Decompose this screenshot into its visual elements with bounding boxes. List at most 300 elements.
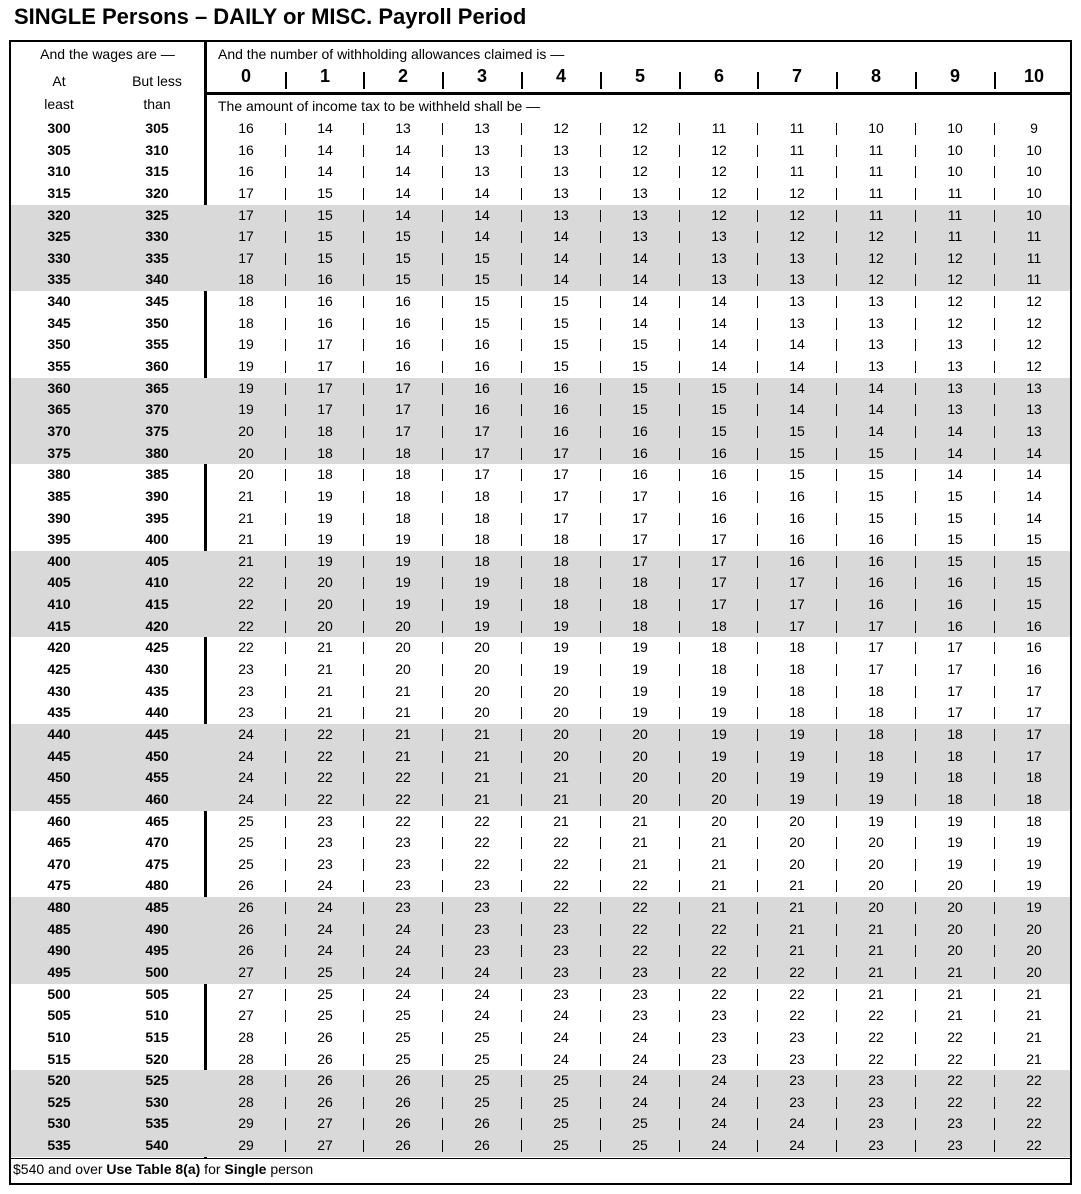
column-separator (600, 426, 601, 438)
column-separator (363, 945, 364, 957)
tax-cell: 19 (1026, 855, 1042, 872)
column-separator (994, 686, 995, 698)
column-separator (915, 664, 916, 676)
allowance-header-separator (679, 72, 681, 89)
column-separator (521, 880, 522, 892)
column-separator (915, 794, 916, 806)
column-separator (994, 188, 995, 200)
column-separator (521, 1140, 522, 1152)
tax-cell: 14 (711, 293, 727, 310)
column-separator (757, 642, 758, 654)
column-separator (994, 274, 995, 286)
tax-cell: 19 (238, 358, 254, 375)
tax-cell: 24 (474, 963, 490, 980)
allowance-header-8: 8 (870, 66, 881, 86)
column-separator (836, 1054, 837, 1066)
tax-cell: 15 (553, 358, 569, 375)
tax-cell: 13 (553, 141, 569, 158)
column-separator (442, 686, 443, 698)
column-separator (521, 448, 522, 460)
tax-cell: 25 (474, 1093, 490, 1110)
tax-cell: 20 (947, 920, 963, 937)
column-separator (600, 989, 601, 1001)
column-separator (994, 967, 995, 979)
tax-cell: 18 (789, 639, 805, 656)
tax-cell: 10 (947, 120, 963, 136)
tax-cell: 19 (632, 639, 648, 656)
column-separator (285, 1118, 286, 1130)
tax-cell: 16 (789, 552, 805, 569)
tax-cell: 17 (789, 574, 805, 591)
tax-cell: 22 (395, 790, 411, 807)
tax-cell: 16 (317, 293, 333, 310)
but-less-cell: 355 (145, 336, 169, 353)
column-separator (679, 426, 680, 438)
tax-cell: 19 (474, 574, 490, 591)
column-separator (994, 816, 995, 828)
column-separator (679, 404, 680, 416)
tax-cell: 15 (711, 401, 727, 418)
column-separator (915, 945, 916, 957)
tax-cell: 19 (789, 769, 805, 786)
tax-cell: 14 (474, 206, 490, 223)
column-separator (757, 556, 758, 568)
column-separator (836, 556, 837, 568)
table-row (11, 313, 1070, 335)
column-separator (363, 1097, 364, 1109)
column-separator (363, 123, 364, 135)
tax-cell: 20 (553, 704, 569, 721)
but-less-cell: 330 (145, 228, 169, 245)
tax-cell: 15 (868, 487, 884, 504)
column-separator (994, 989, 995, 1001)
column-separator (285, 210, 286, 222)
column-separator (836, 513, 837, 525)
tax-cell: 25 (474, 1050, 490, 1067)
tax-cell: 13 (474, 141, 490, 158)
column-separator (915, 513, 916, 525)
column-separator (285, 642, 286, 654)
column-separator (994, 210, 995, 222)
tax-cell: 14 (868, 401, 884, 418)
column-separator (757, 1075, 758, 1087)
tax-cell: 26 (238, 899, 254, 916)
column-separator (442, 772, 443, 784)
at-least-cell: 410 (47, 596, 71, 613)
column-separator (521, 945, 522, 957)
tax-cell: 16 (1026, 661, 1042, 678)
tax-cell: 23 (238, 704, 254, 721)
column-separator (285, 1010, 286, 1022)
table-row (11, 486, 1070, 508)
column-separator (915, 469, 916, 481)
tax-cell: 20 (238, 444, 254, 461)
at-least-cell: 360 (47, 379, 71, 396)
at-least-cell: 515 (47, 1050, 71, 1067)
column-separator (679, 729, 680, 741)
tax-cell: 10 (947, 163, 963, 180)
but-less-cell: 515 (145, 1028, 169, 1045)
tax-cell: 23 (789, 1093, 805, 1110)
column-separator (994, 166, 995, 178)
tax-cell: 15 (947, 552, 963, 569)
tax-cell: 21 (474, 769, 490, 786)
tax-cell: 19 (789, 790, 805, 807)
tax-cell: 23 (632, 985, 648, 1002)
column-separator (600, 967, 601, 979)
column-separator (521, 383, 522, 395)
tax-cell: 21 (947, 963, 963, 980)
tax-cell: 16 (395, 336, 411, 353)
column-separator (679, 145, 680, 157)
tax-cell: 21 (317, 704, 333, 721)
column-separator (442, 664, 443, 676)
tax-cell: 11 (947, 228, 963, 245)
column-separator (600, 1097, 601, 1109)
column-separator (679, 383, 680, 395)
tax-cell: 12 (632, 141, 648, 158)
tax-cell: 20 (947, 899, 963, 916)
tax-cell: 13 (789, 249, 805, 266)
tax-cell: 17 (868, 639, 884, 656)
column-separator (679, 816, 680, 828)
column-separator (915, 448, 916, 460)
tax-cell: 21 (317, 682, 333, 699)
tax-cell: 21 (711, 855, 727, 872)
tax-cell: 19 (238, 401, 254, 418)
tax-cell: 11 (789, 141, 805, 158)
column-separator (915, 426, 916, 438)
tax-cell: 22 (553, 855, 569, 872)
tax-cell: 13 (789, 271, 805, 288)
column-separator (679, 794, 680, 806)
column-separator (363, 448, 364, 460)
column-separator (285, 880, 286, 892)
tax-cell: 21 (238, 487, 254, 504)
column-separator (363, 837, 364, 849)
column-separator (442, 837, 443, 849)
column-separator (521, 469, 522, 481)
column-separator (285, 1097, 286, 1109)
column-separator (994, 945, 995, 957)
column-separator (757, 729, 758, 741)
tax-cell: 17 (395, 401, 411, 418)
tax-cell: 22 (238, 596, 254, 613)
column-separator (442, 123, 443, 135)
column-separator (679, 210, 680, 222)
tax-cell: 14 (317, 120, 333, 136)
tax-cell: 22 (238, 639, 254, 656)
footer-emphasis-table: Use Table 8(a) (106, 1161, 201, 1177)
tax-cell: 21 (553, 769, 569, 786)
tax-cell: 19 (947, 834, 963, 851)
column-separator (836, 577, 837, 589)
tax-cell: 17 (711, 552, 727, 569)
column-separator (836, 339, 837, 351)
column-separator (521, 664, 522, 676)
tax-cell: 24 (395, 963, 411, 980)
table-row (11, 443, 1070, 465)
column-separator (363, 318, 364, 330)
tax-cell: 10 (1026, 184, 1042, 201)
tax-cell: 20 (238, 422, 254, 439)
but-less-cell: 475 (145, 855, 169, 872)
tax-cell: 25 (553, 1137, 569, 1154)
at-least-cell: 460 (47, 812, 71, 829)
tax-cell: 24 (553, 1028, 569, 1045)
at-least-cell: 310 (47, 163, 71, 180)
tax-cell: 22 (395, 812, 411, 829)
but-less-cell: 450 (145, 747, 169, 764)
tax-cell: 22 (317, 769, 333, 786)
column-separator (600, 772, 601, 784)
tax-cell: 14 (474, 228, 490, 245)
tax-cell: 23 (789, 1050, 805, 1067)
column-separator (915, 123, 916, 135)
table-row (11, 161, 1070, 183)
column-separator (994, 1075, 995, 1087)
tax-cell: 15 (1026, 552, 1042, 569)
tax-cell: 15 (632, 358, 648, 375)
table-row (11, 1092, 1070, 1114)
column-separator (679, 469, 680, 481)
tax-cell: 12 (947, 271, 963, 288)
column-separator (442, 859, 443, 871)
tax-cell: 21 (395, 747, 411, 764)
tax-cell: 23 (395, 899, 411, 916)
tax-cell: 16 (395, 314, 411, 331)
allowance-header-separator (600, 72, 602, 89)
at-least-cell: 335 (47, 271, 71, 288)
tax-cell: 18 (474, 531, 490, 548)
tax-cell: 20 (1026, 963, 1042, 980)
column-separator (521, 361, 522, 373)
column-separator (836, 794, 837, 806)
column-separator (363, 880, 364, 892)
column-separator (757, 1010, 758, 1022)
tax-cell: 14 (789, 358, 805, 375)
column-separator (836, 296, 837, 308)
tax-cell: 25 (395, 1050, 411, 1067)
tax-cell: 21 (711, 899, 727, 916)
column-separator (600, 1054, 601, 1066)
column-separator (600, 729, 601, 741)
column-separator (442, 751, 443, 763)
allowance-header-separator (836, 72, 838, 89)
tax-cell: 24 (238, 747, 254, 764)
column-separator (363, 751, 364, 763)
tax-cell: 20 (395, 639, 411, 656)
tax-cell: 18 (395, 487, 411, 504)
tax-cell: 18 (395, 466, 411, 483)
tax-cell: 23 (317, 812, 333, 829)
tax-cell: 23 (868, 1115, 884, 1132)
column-separator (442, 145, 443, 157)
tax-cell: 12 (868, 228, 884, 245)
but-less-cell: 385 (145, 466, 169, 483)
tax-cell: 12 (947, 314, 963, 331)
column-separator (521, 1097, 522, 1109)
at-least-cell: 385 (47, 487, 71, 504)
tax-cell: 26 (238, 877, 254, 894)
tax-cell: 19 (317, 487, 333, 504)
column-separator (521, 166, 522, 178)
column-separator (915, 837, 916, 849)
tax-cell: 17 (474, 444, 490, 461)
allowance-header-3: 3 (476, 66, 487, 86)
column-separator (757, 924, 758, 936)
column-separator (994, 880, 995, 892)
tax-cell: 22 (474, 855, 490, 872)
column-separator (994, 1054, 995, 1066)
table-row (11, 702, 1070, 724)
column-separator (679, 902, 680, 914)
tax-cell: 17 (789, 617, 805, 634)
tax-cell: 27 (317, 1115, 333, 1132)
column-separator (442, 816, 443, 828)
column-separator (521, 210, 522, 222)
table-row (11, 572, 1070, 594)
column-separator (836, 751, 837, 763)
column-separator (285, 794, 286, 806)
column-separator (285, 318, 286, 330)
amount-caption: The amount of income tax to be withheld shall be — (218, 98, 541, 114)
column-separator (363, 253, 364, 265)
column-separator (521, 404, 522, 416)
tax-cell: 24 (474, 1007, 490, 1024)
column-separator (757, 751, 758, 763)
tax-cell: 20 (395, 617, 411, 634)
at-least-cell: 500 (47, 985, 71, 1002)
column-separator (757, 599, 758, 611)
column-separator (757, 188, 758, 200)
at-least-cell: 455 (47, 790, 71, 807)
tax-cell: 21 (947, 1007, 963, 1024)
column-separator (285, 945, 286, 957)
column-separator (600, 253, 601, 265)
column-separator (600, 188, 601, 200)
at-least-cell: 395 (47, 531, 71, 548)
column-separator (363, 534, 364, 546)
tax-cell: 15 (553, 336, 569, 353)
tax-cell: 22 (711, 963, 727, 980)
but-less-cell: 445 (145, 725, 169, 742)
tax-cell: 11 (868, 163, 884, 180)
at-least-cell: 330 (47, 249, 71, 266)
allowance-header-9: 9 (949, 66, 960, 86)
tax-cell: 20 (868, 877, 884, 894)
column-separator (836, 383, 837, 395)
column-separator (521, 513, 522, 525)
tax-cell: 20 (711, 769, 727, 786)
at-least-cell: 390 (47, 509, 71, 526)
tax-cell: 17 (868, 617, 884, 634)
tax-cell: 16 (789, 487, 805, 504)
column-separator (679, 231, 680, 243)
column-separator (285, 404, 286, 416)
column-separator (757, 339, 758, 351)
tax-cell: 16 (238, 163, 254, 180)
tax-cell: 12 (632, 163, 648, 180)
tax-cell: 11 (868, 184, 884, 201)
tax-cell: 16 (789, 531, 805, 548)
tax-cell: 11 (789, 163, 805, 180)
tax-cell: 23 (868, 1137, 884, 1154)
column-separator (442, 361, 443, 373)
tax-cell: 12 (868, 271, 884, 288)
tax-cell: 21 (474, 725, 490, 742)
column-separator (994, 837, 995, 849)
column-separator (363, 642, 364, 654)
but-less-cell: 495 (145, 942, 169, 959)
tax-cell: 11 (868, 141, 884, 158)
column-separator (915, 1054, 916, 1066)
tax-cell: 23 (395, 877, 411, 894)
column-separator (285, 469, 286, 481)
tax-cell: 13 (947, 358, 963, 375)
but-less-cell: 440 (145, 704, 169, 721)
column-separator (836, 642, 837, 654)
tax-cell: 20 (317, 596, 333, 613)
tax-cell: 19 (711, 747, 727, 764)
column-separator (521, 188, 522, 200)
column-separator (442, 621, 443, 633)
but-less-cell: 530 (145, 1093, 169, 1110)
column-separator (679, 989, 680, 1001)
column-separator (600, 686, 601, 698)
tax-cell: 20 (474, 639, 490, 656)
column-separator (363, 902, 364, 914)
column-separator (521, 859, 522, 871)
tax-cell: 17 (947, 661, 963, 678)
tax-cell: 20 (395, 661, 411, 678)
tax-cell: 18 (553, 552, 569, 569)
tax-cell: 21 (1026, 985, 1042, 1002)
column-separator (285, 253, 286, 265)
tax-cell: 14 (553, 228, 569, 245)
tax-cell: 19 (474, 617, 490, 634)
allowance-header-2: 2 (397, 66, 408, 86)
but-less-cell: 310 (145, 141, 169, 158)
column-separator (757, 274, 758, 286)
tax-cell: 17 (947, 704, 963, 721)
column-separator (915, 383, 916, 395)
tax-cell: 18 (789, 704, 805, 721)
tax-cell: 16 (317, 271, 333, 288)
column-separator (994, 534, 995, 546)
tax-cell: 19 (553, 617, 569, 634)
column-separator (836, 989, 837, 1001)
table-row (11, 681, 1070, 703)
tax-cell: 12 (1026, 293, 1042, 310)
column-separator (915, 318, 916, 330)
tax-cell: 21 (238, 552, 254, 569)
table-row (11, 832, 1070, 854)
column-separator (836, 816, 837, 828)
but-less-cell: 390 (145, 487, 169, 504)
column-separator (915, 621, 916, 633)
column-separator (836, 945, 837, 957)
column-separator (915, 274, 916, 286)
tax-cell: 23 (868, 1093, 884, 1110)
tax-cell: 16 (711, 509, 727, 526)
tax-cell: 14 (632, 314, 648, 331)
tax-cell: 25 (395, 1028, 411, 1045)
tax-cell: 18 (868, 704, 884, 721)
tax-cell: 18 (789, 682, 805, 699)
tax-cell: 18 (553, 596, 569, 613)
column-separator (600, 859, 601, 871)
